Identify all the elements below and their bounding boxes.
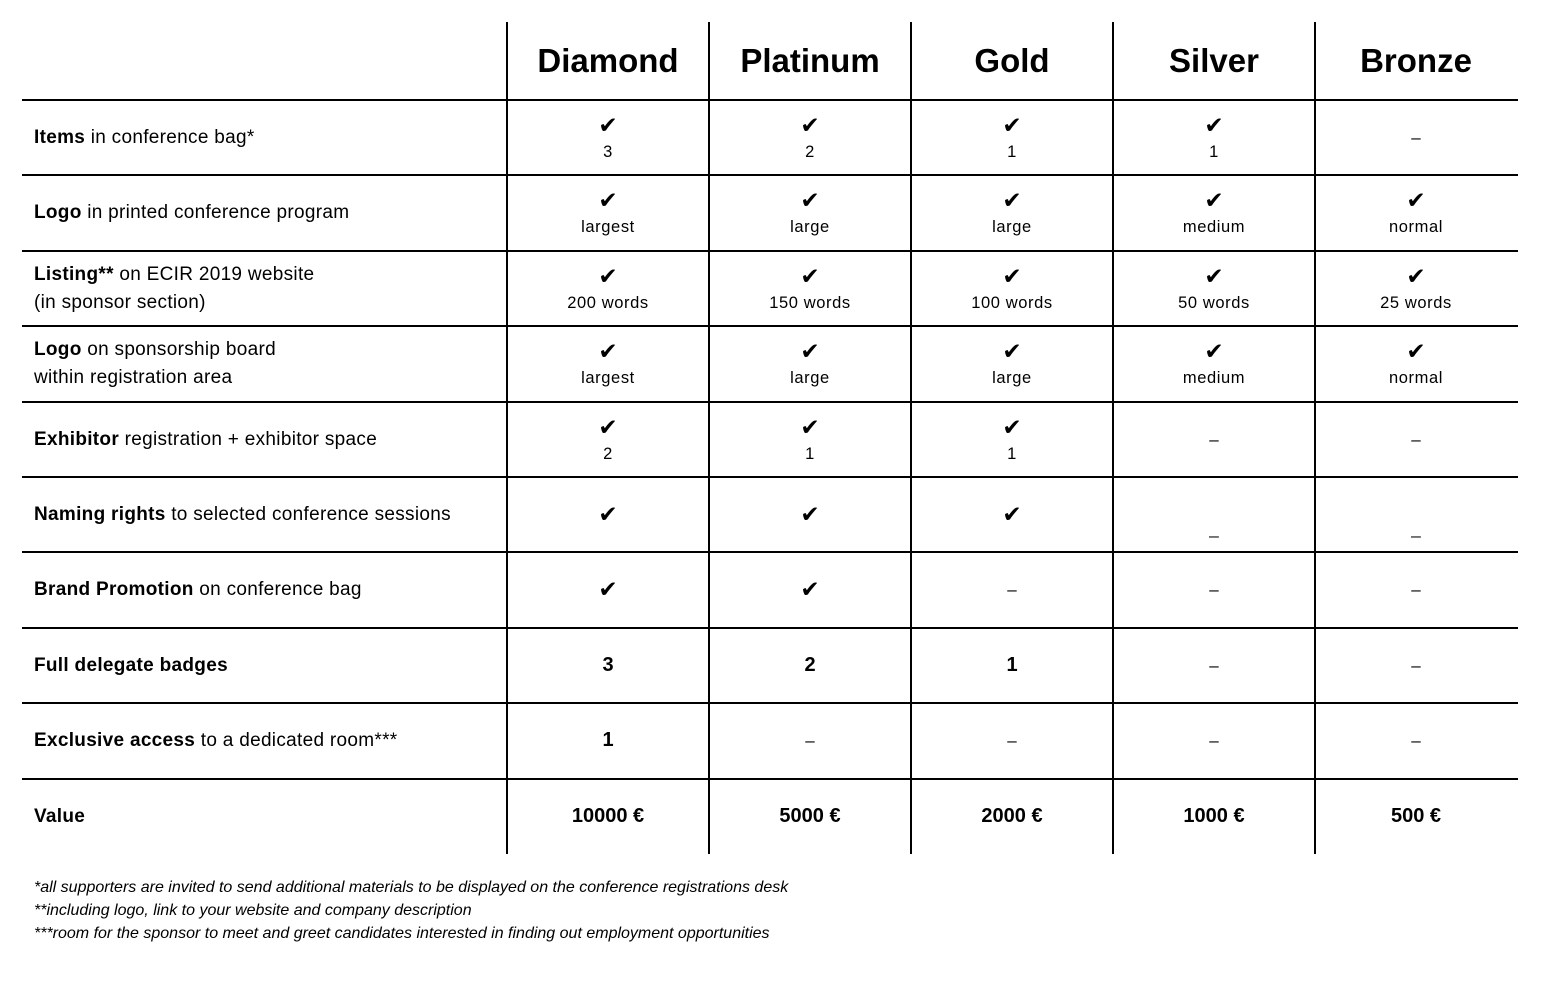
not-included-dash: –: [1411, 579, 1421, 599]
cell-value: 2000 €: [981, 805, 1043, 827]
cell-gold: [911, 100, 1113, 175]
row-label-line: [34, 261, 504, 289]
cell-detail: 150 words: [769, 293, 851, 312]
cell-detail: normal: [1388, 368, 1444, 387]
cell-detail: large: [992, 217, 1032, 236]
row-label-line2: within registration area: [34, 366, 233, 388]
cell-silver: [1113, 251, 1315, 326]
cell-gold: [911, 628, 1113, 703]
row-label-text: on sponsorship board: [81, 338, 276, 360]
not-included-dash: –: [1209, 429, 1219, 449]
column-header-gold: Gold: [974, 42, 1050, 79]
row-label-text: in conference bag*: [85, 126, 255, 148]
cell-gold: [911, 779, 1113, 854]
cell-detail: largest: [581, 217, 635, 236]
checkmark-icon: ✔: [1204, 338, 1224, 365]
checkmark-icon: ✔: [800, 414, 820, 441]
checkmark-icon: ✔: [598, 263, 618, 290]
row-label-line: [34, 727, 504, 755]
row-label: [34, 779, 504, 854]
cell-detail: large: [790, 368, 830, 387]
cell-gold: [911, 552, 1113, 627]
column-header-silver: Silver: [1169, 42, 1259, 79]
table-row: [22, 175, 1518, 250]
not-included-dash: –: [1209, 655, 1219, 675]
checkmark-icon: ✔: [598, 501, 618, 528]
cell-bronze: [1315, 251, 1517, 326]
cell-platinum: [709, 402, 911, 477]
checkmark-icon: ✔: [598, 112, 618, 139]
row-label: [34, 402, 504, 477]
not-included-dash: –: [1411, 730, 1421, 750]
checkmark-icon: ✔: [1002, 112, 1022, 139]
table-row: [22, 552, 1518, 627]
cell-value: 2: [804, 654, 816, 676]
row-label: [34, 100, 504, 175]
not-included-dash: –: [1209, 579, 1219, 599]
table-row: [22, 779, 1518, 854]
row-label: [34, 175, 504, 250]
row-label-bold: Exhibitor: [34, 428, 120, 450]
cell-silver: [1113, 100, 1315, 175]
cell-detail: 100 words: [971, 293, 1053, 312]
cell-detail: 1: [1007, 444, 1017, 463]
cell-value: 1: [602, 729, 614, 751]
not-included-dash: –: [1209, 730, 1219, 750]
cell-detail: 2: [805, 142, 815, 161]
cell-detail: 1: [805, 444, 815, 463]
row-label-line: [34, 501, 504, 529]
cell-detail: 50 words: [1178, 293, 1250, 312]
cell-silver: [1113, 175, 1315, 250]
cell-bronze: [1315, 628, 1517, 703]
not-included-dash: –: [1007, 579, 1017, 599]
checkmark-icon: ✔: [1002, 414, 1022, 441]
row-label-bold: Listing**: [34, 263, 114, 285]
checkmark-icon: ✔: [1002, 263, 1022, 290]
cell-diamond: [507, 552, 709, 627]
row-label-bold: Logo: [34, 338, 82, 360]
checkmark-icon: ✔: [1204, 187, 1224, 214]
cell-diamond: [507, 402, 709, 477]
table-row: [22, 477, 1518, 552]
cell-platinum: [709, 703, 911, 778]
cell-detail: 3: [603, 142, 613, 161]
cell-bronze: [1315, 477, 1517, 552]
not-included-dash: –: [1411, 655, 1421, 675]
row-label-line: [34, 576, 504, 604]
cell-detail: largest: [581, 368, 635, 387]
cell-bronze: [1315, 326, 1517, 401]
checkmark-icon: ✔: [1204, 112, 1224, 139]
checkmark-icon: ✔: [1204, 263, 1224, 290]
cell-value: 1: [1006, 654, 1018, 676]
column-header-bronze: Bronze: [1360, 42, 1472, 79]
checkmark-icon: ✔: [598, 338, 618, 365]
cell-diamond: [507, 477, 709, 552]
cell-diamond: [507, 703, 709, 778]
cell-gold: [911, 703, 1113, 778]
footnote-3: ***room for the sponsor to meet and greet candidates interested in finding out employment opportunities: [34, 925, 770, 942]
not-included-dash: –: [1411, 127, 1421, 147]
cell-diamond: [507, 779, 709, 854]
cell-detail: medium: [1182, 217, 1246, 236]
column-header-diamond: Diamond: [537, 42, 679, 79]
checkmark-icon: ✔: [1002, 338, 1022, 365]
cell-silver: [1113, 703, 1315, 778]
not-included-dash: –: [1411, 429, 1421, 449]
table-row: [22, 251, 1518, 326]
cell-platinum: [709, 326, 911, 401]
cell-value: 3: [602, 654, 614, 676]
cell-value: 1000 €: [1183, 805, 1245, 827]
row-label-line: [34, 199, 504, 227]
cell-platinum: [709, 552, 911, 627]
table-row: [22, 703, 1518, 778]
cell-detail: 2: [603, 444, 613, 463]
checkmark-icon: ✔: [1002, 501, 1022, 528]
checkmark-icon: ✔: [1406, 187, 1426, 214]
row-label: [34, 326, 504, 401]
row-label-bold: Exclusive access: [34, 729, 196, 751]
cell-diamond: [507, 100, 709, 175]
checkmark-icon: ✔: [598, 576, 618, 603]
cell-gold: [911, 251, 1113, 326]
cell-silver: [1113, 779, 1315, 854]
row-label-line: [34, 336, 504, 364]
checkmark-icon: ✔: [598, 187, 618, 214]
cell-bronze: [1315, 402, 1517, 477]
row-label-text: to a dedicated room***: [195, 729, 398, 751]
cell-diamond: [507, 251, 709, 326]
cell-gold: [911, 175, 1113, 250]
cell-silver: [1113, 402, 1315, 477]
row-label: [34, 703, 504, 778]
not-included-dash: –: [1007, 730, 1017, 750]
row-label: [34, 477, 504, 552]
row-label-bold: Brand Promotion: [34, 578, 194, 600]
row-label-bold: Naming rights: [34, 503, 166, 525]
checkmark-icon: ✔: [800, 576, 820, 603]
row-label-text: registration + exhibitor space: [119, 428, 378, 450]
row-label-text: on conference bag: [193, 578, 362, 600]
row-label: [34, 552, 504, 627]
checkmark-icon: ✔: [800, 112, 820, 139]
cell-silver: [1113, 326, 1315, 401]
checkmark-icon: ✔: [800, 501, 820, 528]
cell-bronze: [1315, 779, 1517, 854]
cell-platinum: [709, 628, 911, 703]
checkmark-icon: ✔: [800, 263, 820, 290]
row-label-bold: Logo: [34, 201, 82, 223]
cell-platinum: [709, 175, 911, 250]
cell-platinum: [709, 779, 911, 854]
cell-silver: [1113, 552, 1315, 627]
footnote-2: **including logo, link to your website and company description: [34, 902, 472, 919]
cell-detail: 200 words: [567, 293, 649, 312]
row-label-line: [34, 652, 504, 680]
cell-diamond: [507, 175, 709, 250]
row-label-text: on ECIR 2019 website: [113, 263, 315, 285]
row-label-bold: Value: [34, 805, 86, 827]
cell-detail: normal: [1388, 217, 1444, 236]
row-label: [34, 251, 504, 326]
cell-detail: 1: [1007, 142, 1017, 161]
checkmark-icon: ✔: [1406, 263, 1426, 290]
checkmark-icon: ✔: [800, 187, 820, 214]
cell-silver: [1113, 628, 1315, 703]
checkmark-icon: ✔: [1406, 338, 1426, 365]
cell-value: 10000 €: [571, 805, 645, 827]
cell-platinum: [709, 477, 911, 552]
table-row: [22, 402, 1518, 477]
table-row: [22, 100, 1518, 175]
cell-detail: medium: [1182, 368, 1246, 387]
sponsorship-table: [22, 22, 1518, 854]
cell-detail: 1: [1209, 142, 1219, 161]
column-header-platinum: Platinum: [740, 42, 880, 79]
row-label-line2: (in sponsor section): [34, 291, 206, 313]
cell-gold: [911, 326, 1113, 401]
checkmark-icon: ✔: [598, 414, 618, 441]
table-row: [22, 628, 1518, 703]
checkmark-icon: ✔: [1002, 187, 1022, 214]
cell-gold: [911, 402, 1113, 477]
footnote-1: *all supporters are invited to send additional materials to be displayed on the conference registrations desk: [34, 879, 789, 896]
cell-platinum: [709, 251, 911, 326]
not-included-dash: _: [1209, 518, 1219, 538]
checkmark-icon: ✔: [800, 338, 820, 365]
cell-platinum: [709, 100, 911, 175]
cell-detail: large: [790, 217, 830, 236]
row-label-line: [34, 124, 504, 152]
cell-diamond: [507, 326, 709, 401]
cell-gold: [911, 477, 1113, 552]
row-label-bold: Items: [34, 126, 86, 148]
row-label-line: [34, 803, 504, 831]
cell-silver: [1113, 477, 1315, 552]
cell-diamond: [507, 628, 709, 703]
footnotes: [34, 876, 788, 945]
table-row: [22, 326, 1518, 401]
cell-detail: 25 words: [1380, 293, 1452, 312]
cell-bronze: [1315, 175, 1517, 250]
cell-bronze: [1315, 552, 1517, 627]
not-included-dash: –: [805, 730, 815, 750]
cell-bronze: [1315, 100, 1517, 175]
row-label-line: [34, 426, 504, 454]
row-label: [34, 628, 504, 703]
not-included-dash: _: [1411, 518, 1421, 538]
row-label-text: to selected conference sessions: [165, 503, 451, 525]
cell-value: 5000 €: [779, 805, 841, 827]
row-label-text: in printed conference program: [81, 201, 350, 223]
cell-detail: large: [992, 368, 1032, 387]
row-label-bold: Full delegate badges: [34, 654, 228, 676]
cell-value: 500 €: [1390, 805, 1442, 827]
cell-bronze: [1315, 703, 1517, 778]
